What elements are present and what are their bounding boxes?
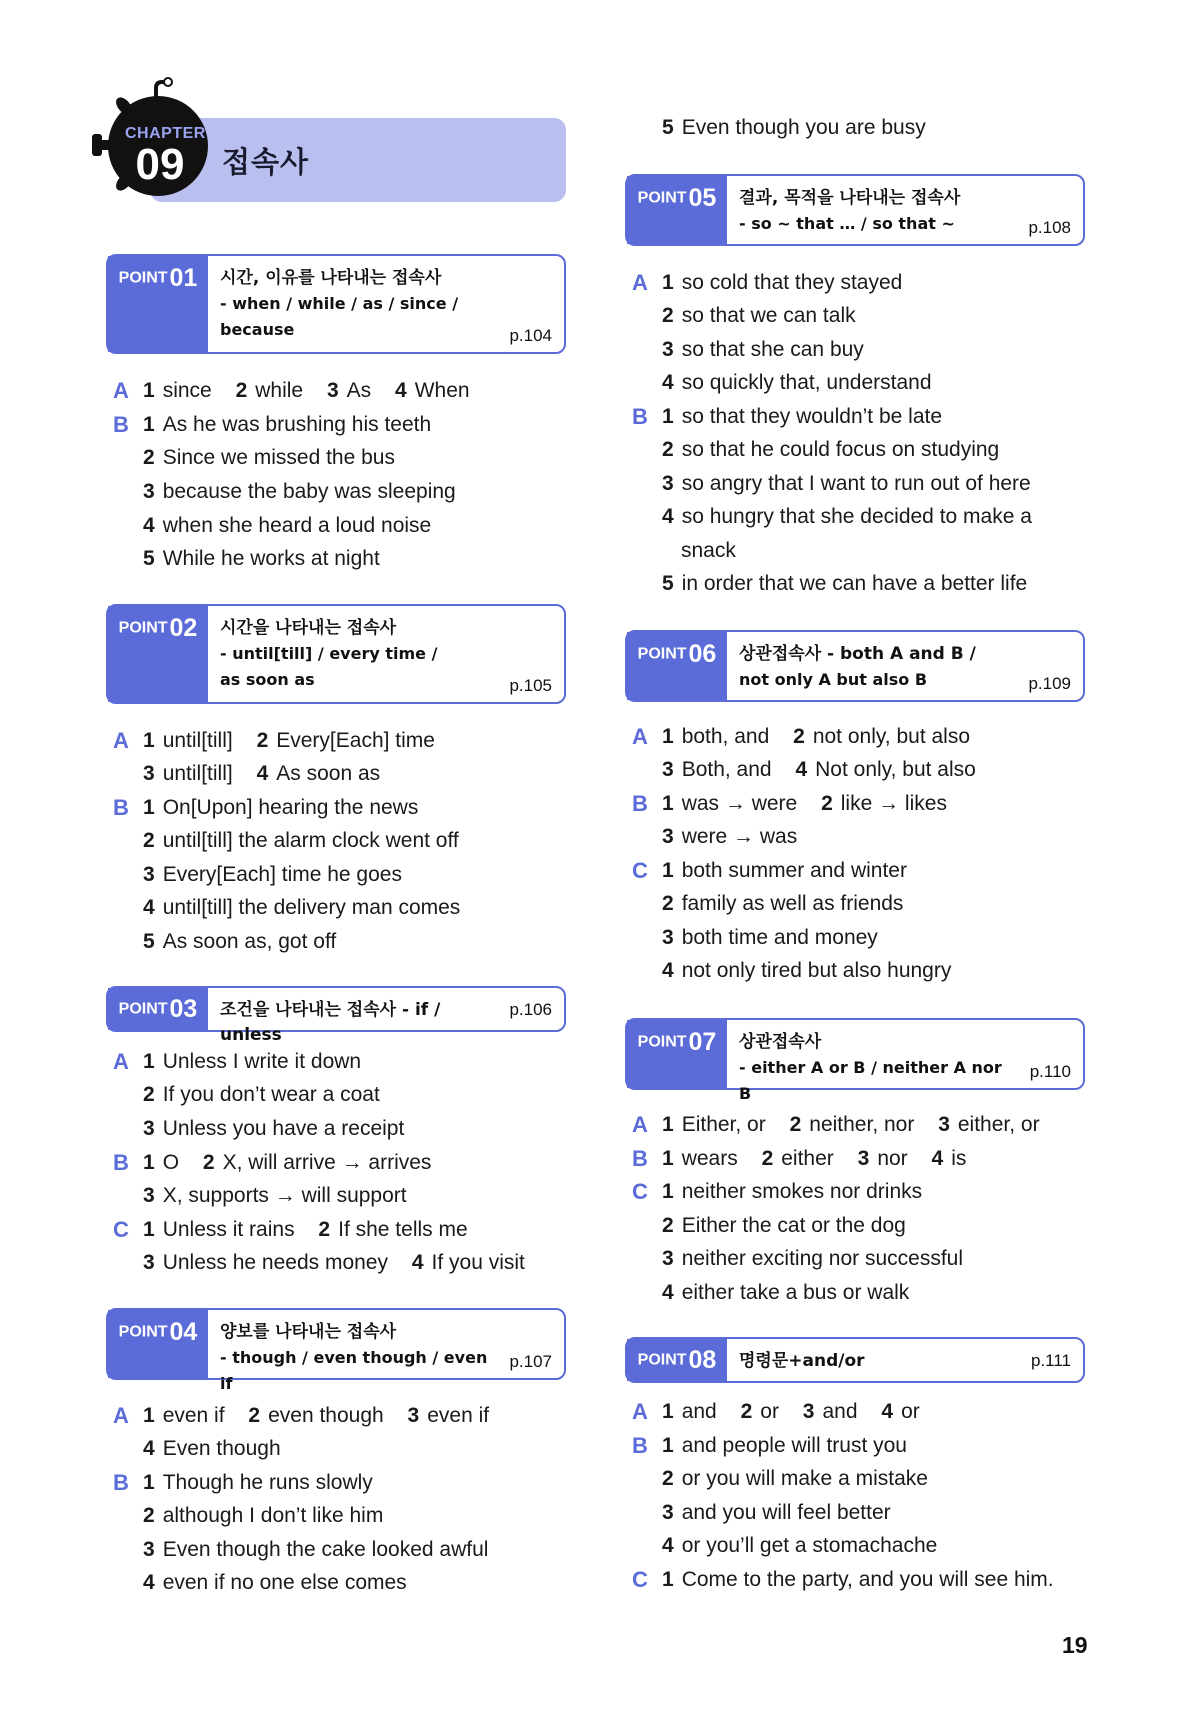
point-number: 04 xyxy=(169,1318,198,1346)
answer-text: so cold that they stayed xyxy=(681,271,903,294)
answer-num: 4 xyxy=(143,1571,155,1594)
answer-row xyxy=(662,1211,906,1241)
answer-text: so that she can buy xyxy=(681,338,864,361)
answer-row xyxy=(662,1144,966,1174)
point-tag xyxy=(108,988,208,1030)
answer-num: 4 xyxy=(143,1437,155,1460)
answer-num: 4 xyxy=(662,1534,674,1557)
point-title: 상관접속사 - both A and B / xyxy=(739,644,976,664)
answer-text: because the baby was sleeping xyxy=(162,480,456,503)
chapter-label: CHAPTER xyxy=(125,125,206,142)
answer-text: both summer and winter xyxy=(681,859,907,882)
answer-row xyxy=(143,826,459,856)
point-subtitle: - so ~ that … / so that ~ xyxy=(739,214,955,233)
section-label-a: A xyxy=(632,1399,648,1424)
answer-text: and xyxy=(822,1400,858,1423)
answer-text: or xyxy=(901,1400,920,1423)
answer-text: even though xyxy=(268,1404,384,1427)
answer-text: As he was brushing his teeth xyxy=(162,413,432,436)
answer-text: As xyxy=(346,379,372,402)
answer-num: 1 xyxy=(143,1218,155,1241)
point-word: POINT xyxy=(637,1351,687,1369)
answer-text: Even though xyxy=(162,1437,281,1460)
answer-text: was → were xyxy=(681,792,798,815)
answer-row xyxy=(662,1498,891,1528)
answer-row xyxy=(662,1278,909,1308)
answer-text: family as well as friends xyxy=(681,892,904,915)
answer-num: 3 xyxy=(143,1184,155,1207)
answer-num: 1 xyxy=(662,405,674,428)
answer-text: nor xyxy=(877,1147,908,1170)
answer-text: until[till] xyxy=(162,762,233,785)
point-title: 조건을 나타내는 접속사 - if / unless xyxy=(220,1000,441,1045)
answer-row xyxy=(143,1401,489,1431)
answer-row xyxy=(662,1177,922,1207)
answer-text: so that he could focus on studying xyxy=(681,438,1000,461)
point-01-header xyxy=(106,254,566,354)
answer-text: O xyxy=(162,1151,180,1174)
answer-num: 2 xyxy=(202,1151,215,1174)
answer-num: 4 xyxy=(795,758,808,781)
answer-text: so that we can talk xyxy=(681,304,856,327)
answer-text: either xyxy=(781,1147,834,1170)
answer-text: X, supports → will support xyxy=(162,1184,407,1207)
answer-num: 4 xyxy=(662,959,674,982)
point-page-ref: p.109 xyxy=(1028,674,1071,693)
answer-row xyxy=(143,410,431,440)
answer-num: 3 xyxy=(143,863,155,886)
chapter-title: 접속사 xyxy=(222,145,310,179)
answer-text: in order that we can have a better life xyxy=(681,572,1028,595)
answer-row xyxy=(662,889,903,919)
answer-num: 4 xyxy=(881,1400,894,1423)
answer-num: 2 xyxy=(662,438,674,461)
answer-text: or you’ll get a stomachache xyxy=(681,1534,938,1557)
answer-num: 1 xyxy=(662,1147,674,1170)
section-label-a: A xyxy=(632,270,648,295)
answer-text: If you visit xyxy=(431,1251,525,1274)
answer-text: neither exciting nor successful xyxy=(681,1247,963,1270)
answer-num: 5 xyxy=(143,547,155,570)
answer-num: 1 xyxy=(143,1151,155,1174)
answer-row xyxy=(662,335,864,365)
point-08-header xyxy=(625,1337,1085,1383)
point-page-ref: p.108 xyxy=(1028,218,1071,237)
answer-text: so hungry that she decided to make a xyxy=(681,505,1032,528)
answer-text: wears xyxy=(681,1147,738,1170)
point-subtitle: - though / even though / even if xyxy=(220,1348,488,1393)
answer-num: 2 xyxy=(662,1467,674,1490)
answer-text: Every[Each] time he goes xyxy=(162,863,402,886)
point-title: 명령문+and/or xyxy=(739,1351,865,1371)
point-title: 양보를 나타내는 접속사 xyxy=(220,1322,397,1342)
answer-num: 1 xyxy=(662,725,674,748)
answer-row xyxy=(143,1568,407,1598)
answer-row xyxy=(662,755,976,785)
point-06-header xyxy=(625,630,1085,702)
point-subtitle: because xyxy=(220,320,295,339)
answer-num: 4 xyxy=(931,1147,944,1170)
answer-row xyxy=(662,856,907,886)
answer-row xyxy=(662,1464,928,1494)
point-page-ref: p.110 xyxy=(1029,1062,1071,1081)
point-tag xyxy=(627,1339,727,1381)
answer-text: so angry that I want to run out of here xyxy=(681,472,1031,495)
answer-num: 1 xyxy=(662,271,674,294)
point-tag xyxy=(627,176,727,244)
answer-text: even if xyxy=(162,1404,225,1427)
answer-num: 1 xyxy=(662,1180,674,1203)
point-title: 결과, 목적을 나타내는 접속사 xyxy=(739,188,961,208)
point-tag xyxy=(108,606,208,702)
answer-row xyxy=(662,502,1032,532)
answer-row xyxy=(662,435,999,465)
page-number: 19 xyxy=(1062,1632,1088,1658)
section-label-b: B xyxy=(113,795,129,820)
answer-text: both time and money xyxy=(681,926,878,949)
answer-num: 1 xyxy=(143,379,155,402)
answer-num: 2 xyxy=(256,729,269,752)
section-label-b: B xyxy=(113,1470,129,1495)
answer-num: 2 xyxy=(318,1218,331,1241)
point-word: POINT xyxy=(637,645,687,663)
answer-row xyxy=(143,860,402,890)
answer-row xyxy=(143,1215,468,1245)
point-title: 시간, 이유를 나타내는 접속사 xyxy=(220,268,442,288)
answer-row xyxy=(143,1501,383,1531)
answer-row xyxy=(662,789,947,819)
answer-row xyxy=(143,793,418,823)
answer-text: As soon as xyxy=(276,762,381,785)
answer-text: until[till] the alarm clock went off xyxy=(162,829,459,852)
answer-text: even if xyxy=(427,1404,490,1427)
answer-num: 3 xyxy=(143,1117,155,1140)
answer-row xyxy=(662,1110,1040,1140)
answer-num: 4 xyxy=(411,1251,424,1274)
answer-num: 3 xyxy=(662,758,674,781)
answer-num: 4 xyxy=(662,1281,674,1304)
answer-text: both, and xyxy=(681,725,770,748)
answer-text: If she tells me xyxy=(338,1218,468,1241)
point-number: 05 xyxy=(688,184,717,212)
point-tag xyxy=(627,1020,727,1088)
answer-num: 3 xyxy=(662,338,674,361)
answer-text: While he works at night xyxy=(162,547,380,570)
answer-row xyxy=(143,1468,373,1498)
answer-text: while xyxy=(255,379,304,402)
chapter-number: 09 xyxy=(135,140,185,189)
answer-text: is xyxy=(951,1147,967,1170)
answer-text: X, will arrive → arrives xyxy=(222,1151,432,1174)
answer-num: 2 xyxy=(793,725,805,748)
answer-num: 2 xyxy=(143,1504,155,1527)
answer-text: Come to the party, and you will see him. xyxy=(681,1568,1054,1591)
answer-text: and people will trust you xyxy=(681,1434,907,1457)
point-title: 시간을 나타내는 접속사 xyxy=(220,618,397,638)
point-page-ref: p.106 xyxy=(509,1000,552,1019)
answer-num: 2 xyxy=(143,829,155,852)
answer-num: 1 xyxy=(143,729,155,752)
answer-text: and you will feel better xyxy=(681,1501,891,1524)
answer-num: 1 xyxy=(143,796,155,819)
answer-num: 1 xyxy=(662,1568,674,1591)
answer-row xyxy=(662,569,1027,599)
answer-text: were → was xyxy=(681,825,798,848)
answer-text: Even though the cake looked awful xyxy=(162,1538,489,1561)
answer-text: until[till] xyxy=(162,729,233,752)
answer-num: 1 xyxy=(662,1434,674,1457)
answer-num: 3 xyxy=(143,762,155,785)
point-page-ref: p.104 xyxy=(509,326,552,345)
answer-row xyxy=(143,544,380,574)
section-label-c: C xyxy=(632,1179,648,1204)
point-tag xyxy=(108,256,208,352)
answer-row xyxy=(143,927,336,957)
answer-num: 5 xyxy=(662,572,674,595)
section-label-b: B xyxy=(632,1433,648,1458)
answer-text: neither smokes nor drinks xyxy=(681,1180,923,1203)
answer-text: Every[Each] time xyxy=(276,729,435,752)
answer-num: 4 xyxy=(256,762,269,785)
point-number: 06 xyxy=(688,640,717,668)
section-label-a: A xyxy=(113,728,129,753)
point-05-header xyxy=(625,174,1085,246)
answer-num: 1 xyxy=(143,1471,155,1494)
section-label-c: C xyxy=(632,1567,648,1592)
point-tag xyxy=(627,632,727,700)
answer-text: When xyxy=(414,379,470,402)
answer-text: or xyxy=(760,1400,779,1423)
section-label-b: B xyxy=(632,791,648,816)
answer-row xyxy=(662,1431,907,1461)
point-subtitle: not only A but also B xyxy=(739,670,928,689)
answer-text: Either, or xyxy=(681,1113,766,1136)
answer-row xyxy=(143,1114,404,1144)
answer-row xyxy=(143,511,431,541)
point-number: 03 xyxy=(169,995,198,1023)
answer-text: not only, but also xyxy=(812,725,971,748)
answer-text: either take a bus or walk xyxy=(681,1281,910,1304)
point-02-header xyxy=(106,604,566,704)
answer-num: 2 xyxy=(789,1113,802,1136)
point-page-ref: p.111 xyxy=(1030,1351,1071,1370)
answer-text: even if no one else comes xyxy=(162,1571,407,1594)
answer-num: 4 xyxy=(143,514,155,537)
section-label-b: B xyxy=(113,412,129,437)
section-label-a: A xyxy=(113,1403,129,1428)
answer-row xyxy=(662,923,878,953)
point-word: POINT xyxy=(118,1000,168,1018)
answer-num: 4 xyxy=(662,371,674,394)
answer-text: Though he runs slowly xyxy=(162,1471,373,1494)
answer-row xyxy=(143,1535,488,1565)
answer-num: 5 xyxy=(143,930,155,953)
answer-text: although I don’t like him xyxy=(162,1504,384,1527)
point-number: 08 xyxy=(688,1346,717,1374)
section-label-a: A xyxy=(632,724,648,749)
answer-num: 3 xyxy=(662,825,674,848)
answer-num: 1 xyxy=(662,792,674,815)
answer-row xyxy=(662,1531,937,1561)
answer-num: 3 xyxy=(407,1404,420,1427)
answer-row xyxy=(143,1434,281,1464)
point-tag xyxy=(108,1310,208,1378)
answer-num: 3 xyxy=(662,1247,674,1270)
answer-num: 1 xyxy=(143,1050,155,1073)
answer-text: Since we missed the bus xyxy=(162,446,395,469)
answer-num: 2 xyxy=(662,304,674,327)
answer-num: 5 xyxy=(662,116,674,139)
point-title: 상관접속사 xyxy=(739,1032,822,1052)
answer-text: Unless I write it down xyxy=(162,1050,362,1073)
point-subtitle: - until[till] / every time / xyxy=(220,644,438,663)
answer-row xyxy=(662,113,926,143)
answer-num: 3 xyxy=(326,379,339,402)
section-label-c: C xyxy=(113,1217,129,1242)
answer-row xyxy=(662,268,902,298)
answer-num: 4 xyxy=(662,505,674,528)
point-word: POINT xyxy=(637,1033,687,1051)
answer-text: when she heard a loud noise xyxy=(162,514,432,537)
answer-row xyxy=(143,1148,431,1178)
answer-row xyxy=(143,1248,525,1278)
point-word: POINT xyxy=(118,1323,168,1341)
answer-text: like → likes xyxy=(840,792,947,815)
point-number: 02 xyxy=(169,614,198,642)
answer-row xyxy=(143,1080,380,1110)
point-word: POINT xyxy=(637,189,687,207)
answer-row xyxy=(662,1397,920,1427)
point-subtitle: - when / while / as / since / xyxy=(220,294,459,313)
answer-num: 3 xyxy=(143,480,155,503)
answer-num: 3 xyxy=(802,1400,815,1423)
answer-row xyxy=(662,469,1031,499)
answer-num: 1 xyxy=(662,1400,674,1423)
answer-row xyxy=(662,956,951,986)
answer-text: until[till] the delivery man comes xyxy=(162,896,461,919)
answer-row xyxy=(143,443,395,473)
answer-num: 2 xyxy=(248,1404,261,1427)
answer-num: 1 xyxy=(143,1404,155,1427)
answer-row xyxy=(143,759,380,789)
section-label-b: B xyxy=(632,404,648,429)
answer-row xyxy=(662,722,970,752)
section-label-a: A xyxy=(113,378,129,403)
answer-text: so that they wouldn’t be late xyxy=(681,405,943,428)
answer-num: 1 xyxy=(143,413,155,436)
answer-row xyxy=(662,402,942,432)
section-label-a: A xyxy=(632,1112,648,1137)
section-label-b: B xyxy=(113,1150,129,1175)
answer-num: 4 xyxy=(395,379,407,402)
answer-num: 3 xyxy=(938,1113,950,1136)
answer-num: 2 xyxy=(821,792,833,815)
answer-text: Even though you are busy xyxy=(681,116,926,139)
answer-text: neither, nor xyxy=(809,1113,915,1136)
answer-text: Either the cat or the dog xyxy=(681,1214,906,1237)
answer-row xyxy=(662,301,856,331)
answer-num: 3 xyxy=(662,926,674,949)
point-subtitle: - either A or B / neither A nor B xyxy=(739,1058,1002,1103)
point-word: POINT xyxy=(118,619,168,637)
answer-num: 2 xyxy=(143,446,155,469)
answer-text: Both, and xyxy=(681,758,772,781)
answer-num: 3 xyxy=(143,1538,155,1561)
answer-row xyxy=(143,376,470,406)
answer-text: not only tired but also hungry xyxy=(681,959,952,982)
answer-num: 4 xyxy=(143,896,155,919)
answer-text: Not only, but also xyxy=(815,758,976,781)
answer-text: and xyxy=(681,1400,717,1423)
answer-row xyxy=(143,726,435,756)
answer-num: 2 xyxy=(662,892,674,915)
answer-num: 1 xyxy=(662,1113,674,1136)
section-label-c: C xyxy=(632,858,648,883)
point-page-ref: p.105 xyxy=(509,676,552,695)
answer-row xyxy=(662,368,932,398)
answer-num: 1 xyxy=(662,859,674,882)
answer-text: Unless he needs money xyxy=(162,1251,388,1274)
section-label-b: B xyxy=(632,1146,648,1171)
answer-text: since xyxy=(162,379,212,402)
point-03-header xyxy=(106,986,566,1045)
answer-num: 2 xyxy=(235,379,248,402)
point-number: 01 xyxy=(169,264,198,292)
answer-row xyxy=(143,893,460,923)
point-subtitle: as soon as xyxy=(220,670,315,689)
answer-row xyxy=(143,477,456,507)
answer-row xyxy=(143,1181,407,1211)
section-label-a: A xyxy=(113,1049,129,1074)
answer-row-continued: snack xyxy=(681,539,736,562)
answer-text: As soon as, got off xyxy=(162,930,337,953)
answer-num: 3 xyxy=(143,1251,155,1274)
point-word: POINT xyxy=(118,269,168,287)
answer-row xyxy=(143,1047,361,1077)
point-04-header xyxy=(106,1308,566,1393)
answer-num: 3 xyxy=(857,1147,870,1170)
answer-text: or you will make a mistake xyxy=(681,1467,928,1490)
answer-text: either, or xyxy=(957,1113,1040,1136)
answer-text: If you don’t wear a coat xyxy=(162,1083,380,1106)
answer-num: 2 xyxy=(761,1147,774,1170)
answer-num: 3 xyxy=(662,1501,674,1524)
answer-row xyxy=(662,1244,963,1274)
answer-num: 2 xyxy=(143,1083,155,1106)
answer-text: Unless it rains xyxy=(162,1218,295,1241)
answer-num: 3 xyxy=(662,472,674,495)
answer-text: On[Upon] hearing the news xyxy=(162,796,419,819)
point-number: 07 xyxy=(688,1028,717,1056)
answer-text: so quickly that, understand xyxy=(681,371,932,394)
point-07-header xyxy=(625,1018,1085,1103)
point-page-ref: p.107 xyxy=(509,1352,552,1371)
answer-row xyxy=(662,822,797,852)
answer-row xyxy=(662,1565,1054,1595)
answer-num: 2 xyxy=(740,1400,753,1423)
answer-num: 2 xyxy=(662,1214,674,1237)
answer-text: Unless you have a receipt xyxy=(162,1117,405,1140)
